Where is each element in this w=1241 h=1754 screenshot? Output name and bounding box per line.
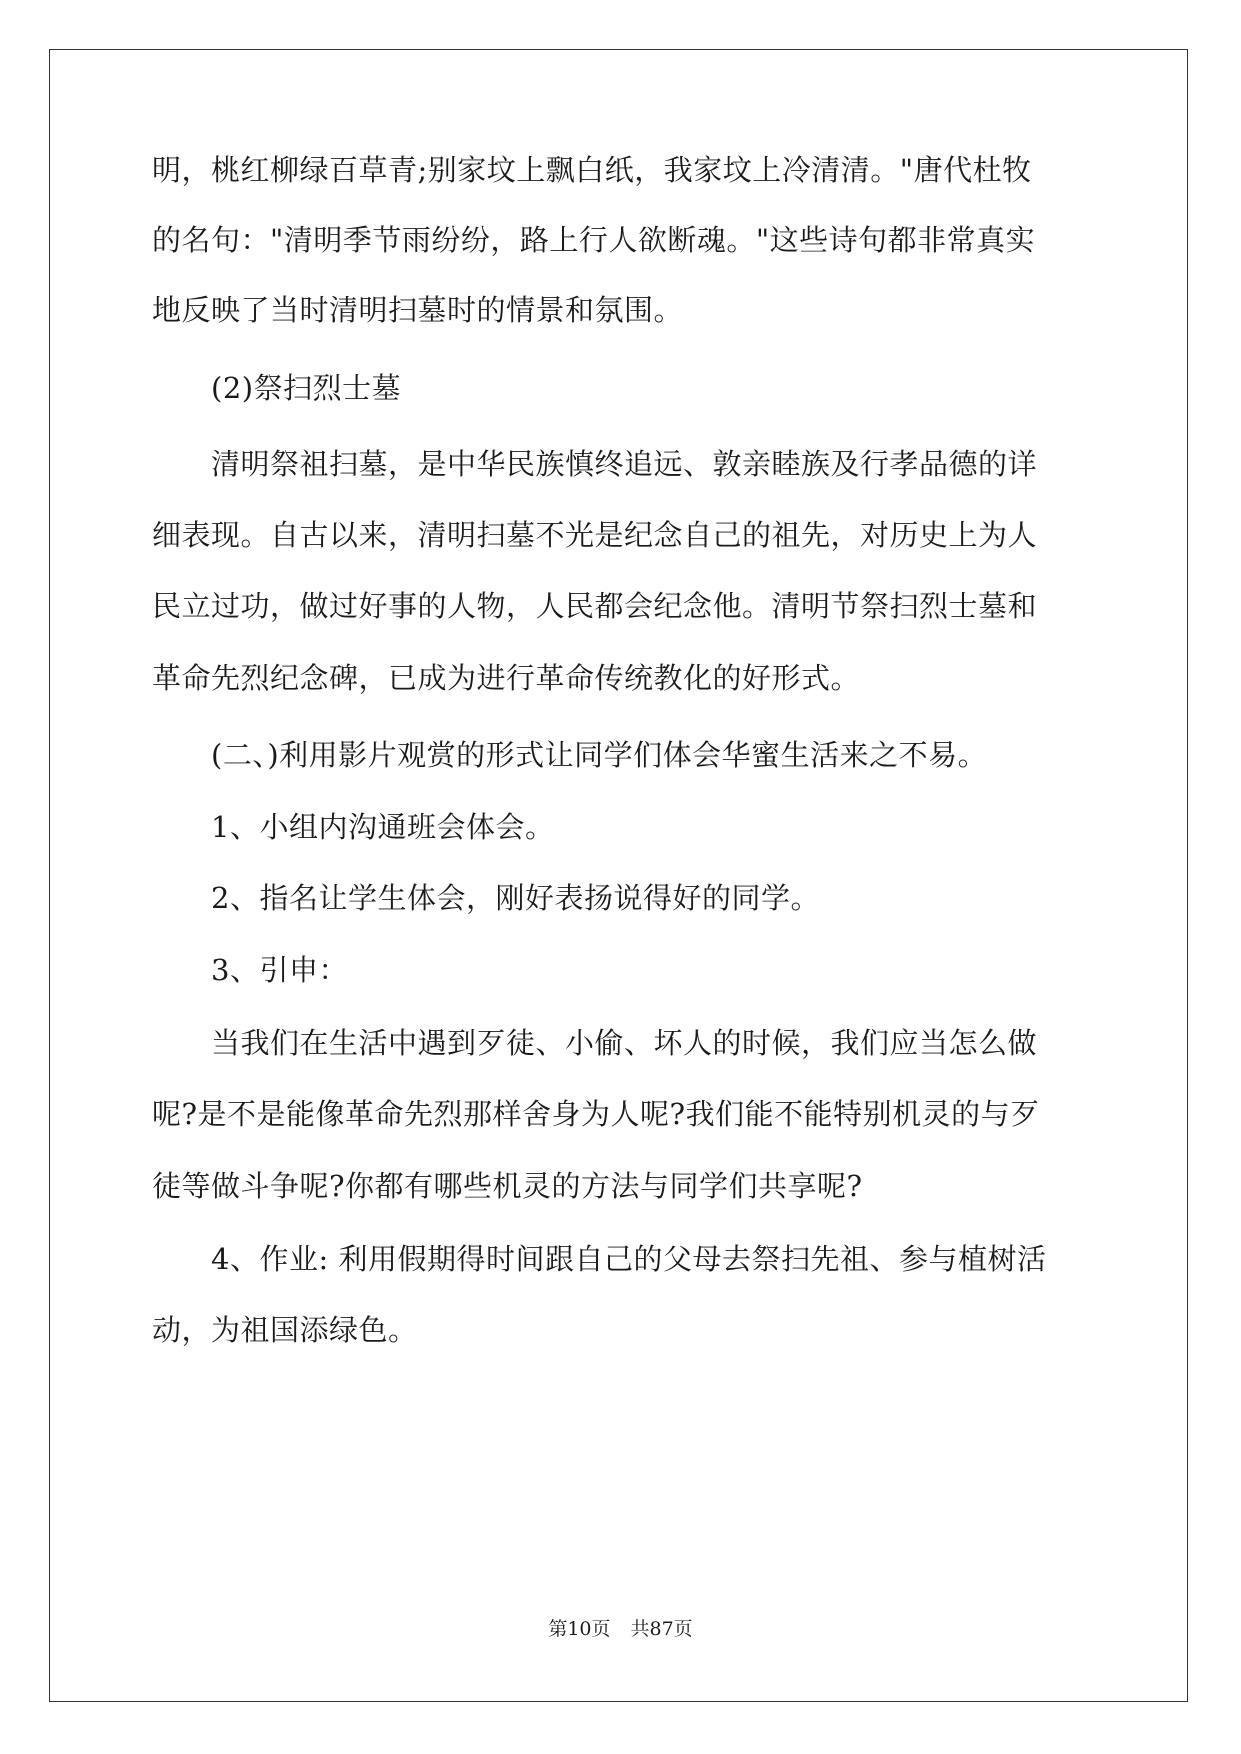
text-line: 细表现。自古以来，清明扫墓不光是纪念自己的祖先，对历史上为人 [152, 518, 1038, 552]
text-line: 民立过功，做过好事的人物，人民都会纪念他。清明节祭扫烈士墓和 [152, 589, 1038, 623]
text-line: 明，桃红柳绿百草青;别家坟上飘白纸，我家坟上冷清清。"唐代杜牧 [152, 153, 1032, 187]
text-line: 的名句："清明季节雨纷纷，路上行人欲断魂。"这些诗句都非常真实 [152, 223, 1036, 257]
text-line: 地反映了当时清明扫墓时的情景和氛围。 [152, 293, 684, 327]
section-heading: (二、)利用影片观赏的形式让同学们体会华蜜生活来之不易。 [211, 738, 988, 772]
page-footer [0, 1617, 1241, 1641]
list-item: 3、引申： [211, 953, 348, 987]
list-item: 1、小组内沟通班会体会。 [211, 810, 555, 844]
section-heading: (2)祭扫烈士墓 [211, 371, 402, 405]
text-line: 徒等做斗争呢?你都有哪些机灵的方法与同学们共享呢? [152, 1169, 863, 1203]
list-item: 2、指名让学生体会，刚好表扬说得好的同学。 [211, 881, 820, 915]
page-number: 第10页 [548, 1618, 611, 1640]
text-line: 清明祭祖扫墓，是中华民族慎终追远、敦亲睦族及行孝品德的详 [211, 447, 1038, 481]
page-total: 共87页 [630, 1618, 693, 1640]
list-item: 4、作业: 利用假期得时间跟自己的父母去祭扫先祖、参与植树活 [211, 1242, 1047, 1276]
text-line: 动，为祖国添绿色。 [152, 1313, 418, 1347]
text-line: 革命先烈纪念碑，已成为进行革命传统教化的好形式。 [152, 661, 861, 695]
text-line: 当我们在生活中遇到歹徒、小偷、坏人的时候，我们应当怎么做 [211, 1026, 1038, 1060]
text-line: 呢?是不是能像革命先烈那样舍身为人呢?我们能不能特别机灵的与歹 [152, 1097, 1040, 1131]
